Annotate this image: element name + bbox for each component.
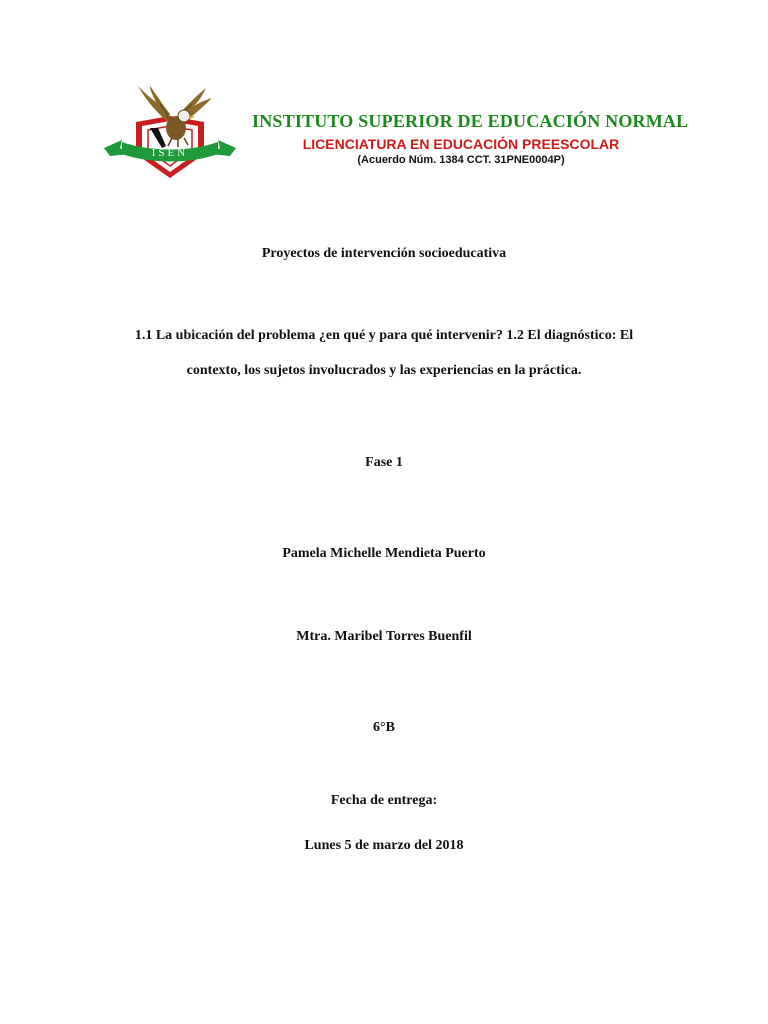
group-label: 6°B [373,720,395,735]
topic-line-1: 1.1 La ubicación del problema ¿en qué y para qué intervenir? 1.2 El diagnóstico: El [134,328,634,343]
due-date-label: Fecha de entrega: [330,793,438,808]
teacher-name: Mtra. Maribel Torres Buenfil [296,629,472,644]
agreement-code: (Acuerdo Núm. 1384 CCT. 31PNE0004P) [357,154,565,166]
topic-line-2: contexto, los sujetos involucrados y las experiencias en la práctica. [186,363,582,378]
isen-eagle-logo-icon [100,82,240,182]
logo-banner-text: ISEN [151,147,189,159]
institution-name: INSTITUTO SUPERIOR DE EDUCACIÓN NORMAL [252,111,689,131]
due-date: Lunes 5 de marzo del 2018 [304,838,464,853]
phase-label: Fase 1 [365,455,403,470]
course-title: Proyectos de intervención socioeducativa [261,246,507,261]
student-name: Pamela Michelle Mendieta Puerto [282,546,486,561]
program-name: LICENCIATURA EN EDUCACIÓN PREESCOLAR [302,136,620,152]
